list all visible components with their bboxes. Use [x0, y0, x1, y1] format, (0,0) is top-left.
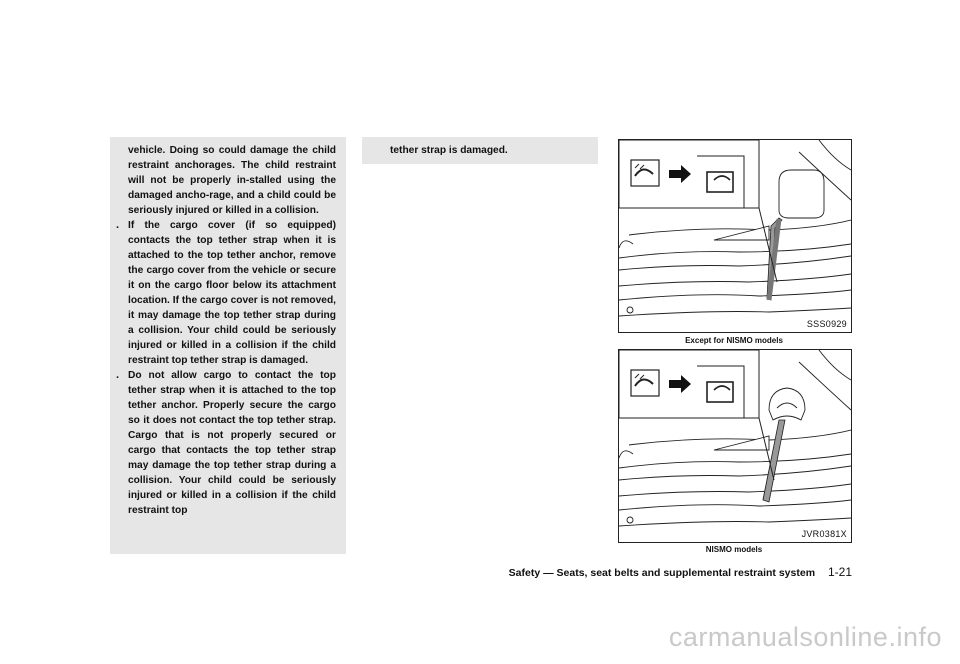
figure-cargo-area-standard — [618, 139, 852, 333]
bullet-2-text: Do not allow cargo to contact the top tether strap when it is attached to the top tether anchor. Properly secure the cargo so it does not contact the top tether strap. Cargo that is not properly secured or cargo that contacts the top tether strap may damage the top tether strap during a collision. Your child could be seriously injured or killed in a collision if the child restraint top — [128, 370, 336, 516]
figure-caption: NISMO models — [705, 545, 763, 554]
section-title: Safety — Seats, seat belts and supplemental restraint system — [508, 567, 816, 579]
cargo-area-illustration — [619, 350, 851, 542]
bullet-marker: . — [116, 219, 120, 231]
figure-code: SSS0929 — [806, 319, 847, 329]
warning-bullet-2 — [116, 368, 336, 518]
column-2-continued-text: tether strap is damaged. — [390, 145, 508, 156]
page-footer — [509, 565, 852, 579]
watermark: carmanualsonline.info — [668, 622, 942, 652]
figure-caption: Except for NISMO models — [685, 336, 783, 345]
figure-cargo-area-nismo — [618, 349, 852, 543]
warning-continued-text: vehicle. Doing so could damage the child restraint anchorages. The child restraint will not be properly in-stalled using the damaged ancho-rage, and a child could be seriously injured or killed in a collision. — [128, 145, 336, 216]
cargo-area-illustration — [619, 140, 851, 332]
bullet-1-text: If the cargo cover (if so equipped) contacts the top tether strap when it is attached to the top tether anchor, remove the cargo cover from the vehicle or secure it on the cargo floor below its attachment location. If the cargo cover is not removed, it may damage the top tether strap during a collision. Your child could be seriously injured or killed in a collision if the child restraint top tether strap is damaged. — [128, 220, 336, 366]
warning-text — [116, 143, 336, 518]
figure-code: JVR0381X — [801, 529, 847, 539]
warning-bullet-1 — [116, 218, 336, 368]
page-number: 1-21 — [827, 565, 852, 579]
bullet-marker: . — [116, 369, 120, 381]
